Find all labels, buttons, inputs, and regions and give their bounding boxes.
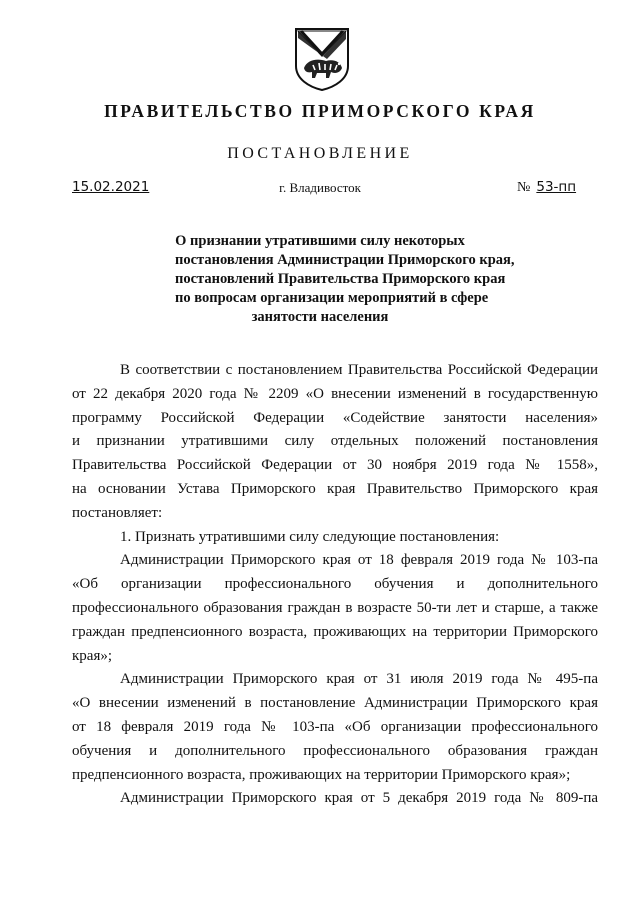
title-line: по вопросам организации мероприятий в сфере [175,290,489,306]
document-number-field [517,179,594,196]
document-type: ПОСТАНОВЛЕНИЕ [227,145,413,162]
body-line: на основании Устава Приморского края Правительство Приморского края [72,480,598,497]
body-line: предпенсионного возраста, проживающих на территории Приморского края»; [72,766,571,783]
body-line: края»; [72,647,113,664]
title-line: постановления Администрации Приморского края, [175,252,515,268]
body-line: от 18 февраля 2019 года № 103-па «Об организации профессионального [72,718,598,735]
body-line: от 22 декабря 2020 года № 2209 «О внесении изменений в государственную [72,385,598,402]
document-city: г. Владивосток [279,180,361,195]
body-line: Администрации Приморского края от 31 июля 2019 года № 495-па [120,671,598,688]
title-line: занятости населения [251,309,389,325]
body-line: граждан предпенсионного возраста, проживающих на территории Приморского [72,623,598,640]
clause-heading: 1. Признать утратившими силу следующие постановления: [120,528,500,545]
body-line: программу Российской Федерации «Содействие занятости населения» [72,409,598,426]
title-line: постановлений Правительства Приморского края [175,271,506,287]
body-line: профессионального образования граждан в возрасте 50-ти лет и старше, а также [72,599,598,616]
body-line: В соответствии с постановлением Правительства Российской Федерации [120,362,598,378]
document-body [72,359,598,811]
body-line: «О внесении изменений в постановление Администрации Приморского края [72,695,598,712]
coat-of-arms-emblem [293,26,351,92]
body-line: обучения и дополнительного профессионального образования граждан [72,742,598,759]
body-line: постановляет: [72,504,163,521]
organization-header: ПРАВИТЕЛЬСТВО ПРИМОРСКОГО КРАЯ [104,101,536,121]
body-line: Правительства Российской Федерации от 30 ноября 2019 года № 1558», [72,457,598,474]
body-line: Администрации Приморского края от 5 декабря 2019 года № 809-па [120,790,598,807]
body-line: и признании утратившими силу отдельных положений постановления [72,433,598,450]
document-number: 53-пп [536,179,577,195]
document-title [175,232,515,327]
body-line: Администрации Приморского края от 18 февраля 2019 года № 103-па [120,552,598,569]
document-date: 15.02.2021 [72,179,150,195]
body-line: «Об организации профессионального обучения и дополнительного [72,576,598,593]
number-sign: № [517,180,531,195]
title-line: О признании утратившими силу некоторых [175,233,465,249]
